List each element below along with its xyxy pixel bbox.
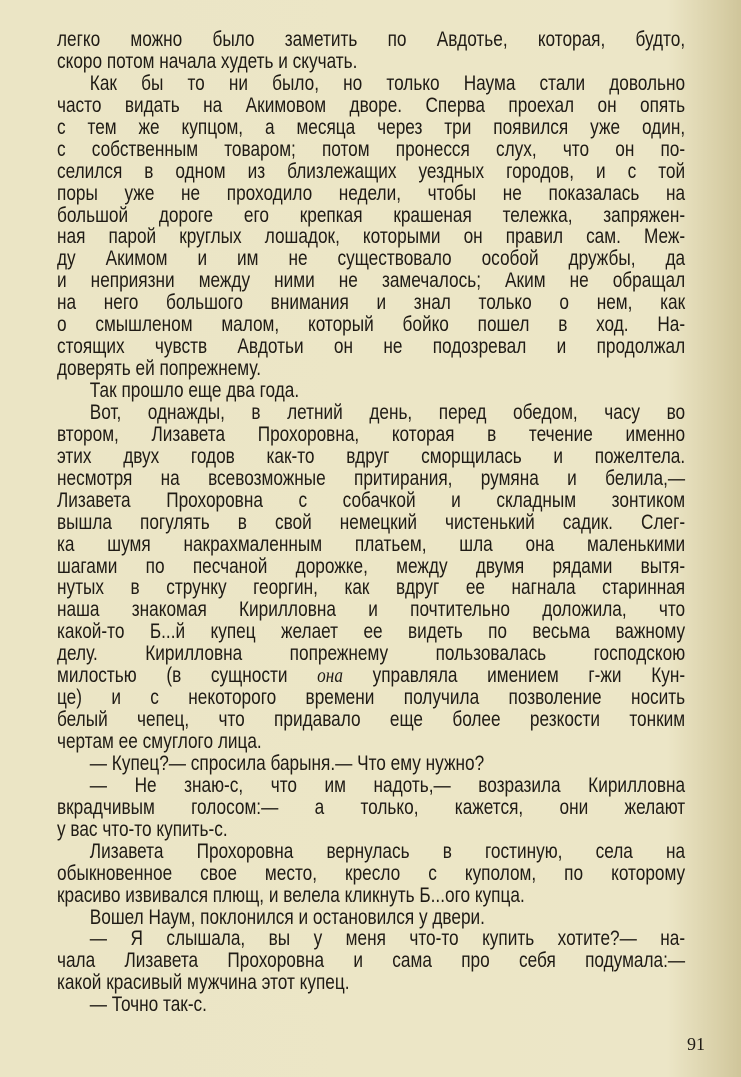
text-line: о смышленом малом, который бойко пошел в ход. На- xyxy=(57,313,686,337)
text-line: — Купец?— спросила барыня.— Что ему нужно? xyxy=(89,751,485,775)
text-line: несмотря на всевозможные притирания, румяна и белила,— xyxy=(57,466,686,490)
paragraph xyxy=(57,73,685,380)
text-line xyxy=(57,665,685,687)
paragraph xyxy=(57,841,685,907)
text-segment: управляла имением г-жи Кун- xyxy=(342,664,686,688)
text-line: доверять ей попрежнему. xyxy=(57,357,261,381)
text-line: це) и с некоторого времени получила позволение носить xyxy=(57,686,686,710)
text-line: поры уже не проходило недели, чтобы не показалась на xyxy=(57,181,686,205)
text-line: стоящих чувств Авдотьи он не подозревал и продолжал xyxy=(57,335,686,359)
text-line: и неприязни между ними не замечалось; Аким не обращал xyxy=(57,269,686,293)
text-line: красиво извивался плющ, и велела кликнуть Б...ого купца. xyxy=(57,883,525,907)
text-line: Вошел Наум, поклонился и остановился у двери. xyxy=(89,905,485,929)
text-line: белый чепец, что придавало еще более резкости тонким xyxy=(57,708,686,732)
paragraph xyxy=(57,29,685,73)
text-line: Вот, однажды, в летний день, перед обедом, часу во xyxy=(89,400,686,424)
paragraph xyxy=(57,928,685,994)
page-text xyxy=(57,29,685,1016)
text-line: этих двух годов как-то вдруг сморщилась и пожелтела. xyxy=(57,444,686,468)
text-line: большой дороге его крепкая крашеная тележка, запряжен- xyxy=(57,203,686,227)
text-line: втором, Лизавета Прохоровна, которая в течение именно xyxy=(57,422,686,446)
text-line: вкрадчивым голосом:— а только, кажется, они желают xyxy=(57,795,686,819)
text-line: на него большого внимания и знал только о нем, как xyxy=(57,291,686,315)
text-line: чала Лизавета Прохоровна и сама про себя подумала:— xyxy=(57,949,686,973)
text-line: с собственным товаром; потом пронесся слух, что он по- xyxy=(57,137,686,161)
paragraph xyxy=(57,380,685,402)
text-line: Лизавета Прохоровна вернулась в гостиную, села на xyxy=(89,839,686,863)
text-line: легко можно было заметить по Авдотье, которая, будто, xyxy=(57,28,686,51)
text-line: Лизавета Прохоровна с собачкой и складным зонтиком xyxy=(57,488,686,512)
paragraph xyxy=(57,775,685,841)
text-line: какой красивый мужчина этот купец. xyxy=(57,971,350,995)
italic-word: она xyxy=(317,663,343,688)
text-line: с тем же купцом, а месяца через три появился уже один, xyxy=(57,115,686,139)
text-line: наша знакомая Кирилловна и почтительно доложила, что xyxy=(57,598,686,622)
text-line: ка шумя накрахмаленным платьем, шла она маленькими xyxy=(57,532,686,556)
paragraph xyxy=(57,753,685,775)
text-line: — Точно так-с. xyxy=(89,993,207,1017)
text-line: обыкновенное свое место, кресло с куполом, по которому xyxy=(57,861,686,885)
paragraph xyxy=(57,907,685,929)
page-number: 91 xyxy=(687,1034,705,1054)
paragraph xyxy=(57,994,685,1016)
text-line: Так прошло еще два года. xyxy=(89,379,300,402)
text-line: у вас что-то купить-с. xyxy=(57,817,228,841)
text-line: скоро потом начала худеть и скучать. xyxy=(57,49,358,73)
text-line: часто видать на Акимовом дворе. Сперва проехал он опять xyxy=(57,93,686,117)
text-line: шагами по песчаной дорожке, между двумя рядами вытя- xyxy=(57,554,686,578)
text-line: вышла погулять в свой немецкий чистенький садик. Слег- xyxy=(57,510,686,534)
text-line: нутых в струнку георгин, как вдруг ее нагнала старинная xyxy=(57,576,686,600)
text-line: Как бы то ни было, но только Наума стали довольно xyxy=(89,71,686,95)
text-line: какой-то Б...й купец желает ее видеть по весьма важному xyxy=(57,620,686,644)
text-line: — Не знаю-с, что им надоть,— возразила Кирилловна xyxy=(89,773,686,797)
text-line: — Я слышала, вы у меня что-то купить хотите?— на- xyxy=(89,927,686,951)
text-line: ду Акимом и им не существовало особой дружбы, да xyxy=(57,247,686,271)
text-line: делу. Кирилловна попрежнему пользовалась господскою xyxy=(57,642,686,666)
text-line: чертам ее смуглого лица. xyxy=(57,730,262,753)
text-line: ная парой круглых лошадок, которыми он правил сам. Меж- xyxy=(57,225,686,249)
text-line: селился в одном из близлежащих уездных городов, и с той xyxy=(57,159,686,183)
text-segment: милостью (в сущности xyxy=(57,664,318,688)
paragraph xyxy=(57,402,685,753)
